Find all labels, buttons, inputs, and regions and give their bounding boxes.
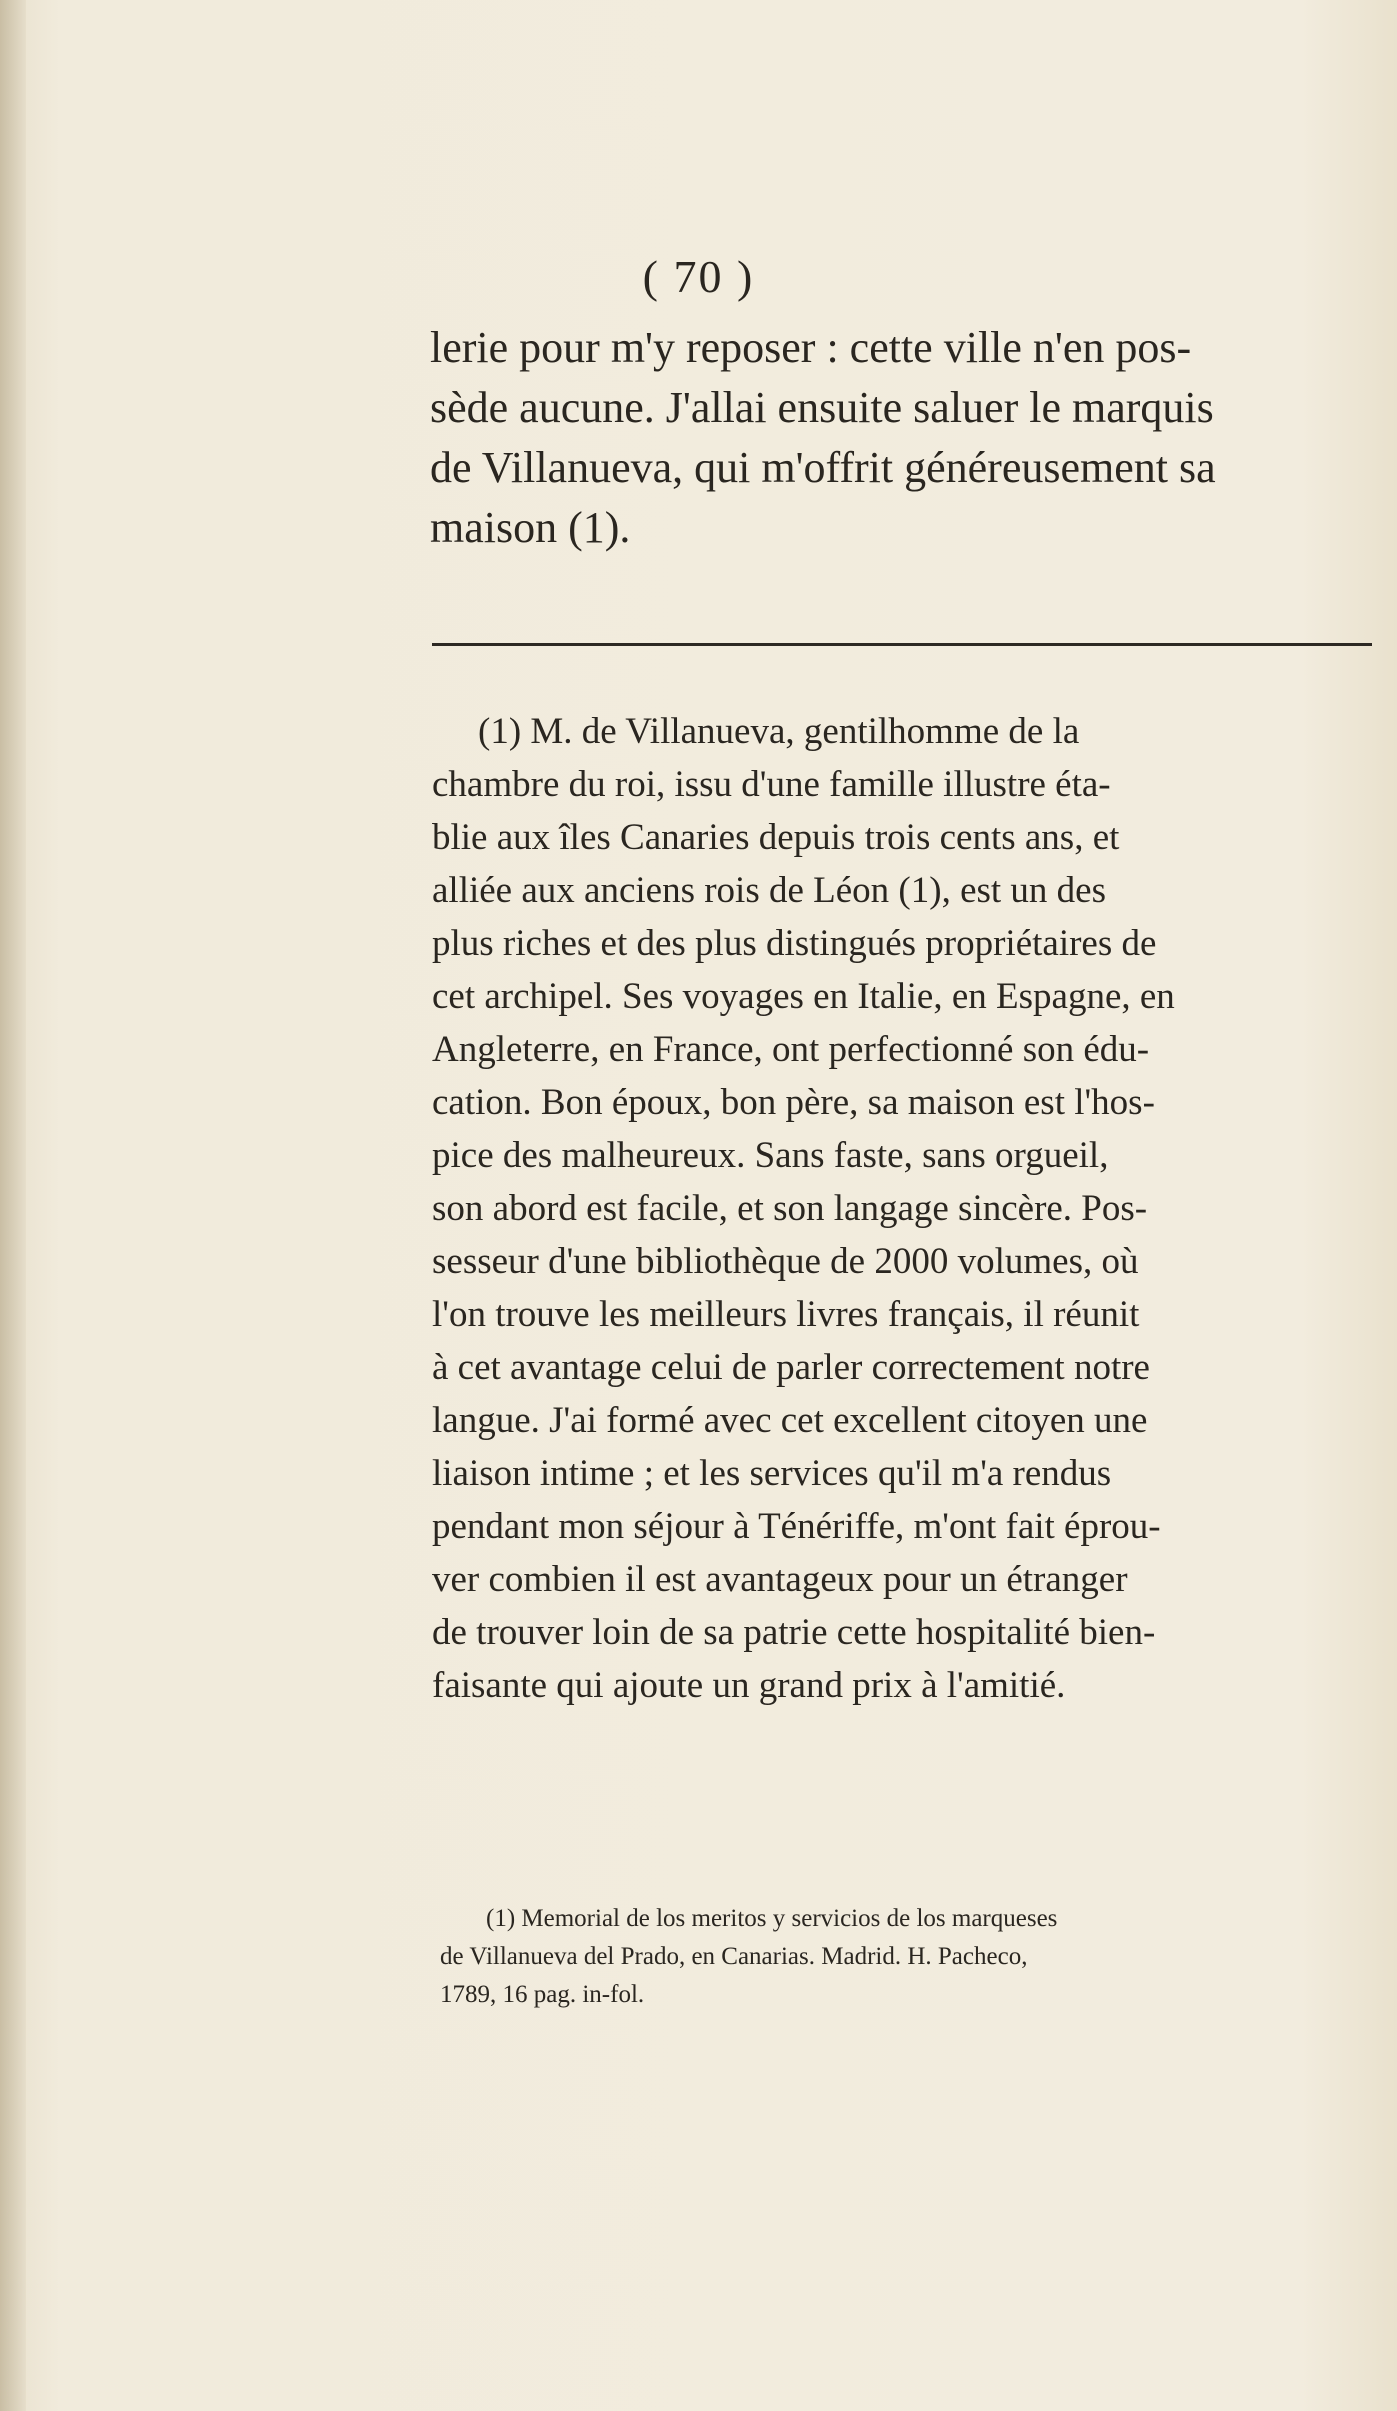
sub-footnote-line: (1) Memorial de los meritos y servicios de los marqueses <box>486 1905 1058 1932</box>
sub-footnote <box>440 1900 1380 2014</box>
footnote-line: (1) M. de Villanueva, gentilhomme de la <box>478 711 1080 752</box>
footnote-line: sesseur d'une bibliothèque de 2000 volumes, où <box>432 1241 1139 1282</box>
footnote <box>432 705 1382 1712</box>
footnote-line: liaison intime ; et les services qu'il m'a rendus <box>432 1453 1112 1494</box>
footnote-line: plus riches et des plus distingués propriétaires de <box>432 923 1157 964</box>
footnote-divider <box>432 643 1372 646</box>
main-line: sède aucune. J'allai ensuite saluer le marquis <box>430 383 1214 432</box>
footnote-line: langue. J'ai formé avec cet excellent citoyen une <box>432 1400 1148 1441</box>
footnote-line: de trouver loin de sa patrie cette hospitalité bien- <box>432 1612 1156 1653</box>
main-line: de Villanueva, qui m'offrit généreusement sa <box>430 443 1216 492</box>
footnote-line: cet archipel. Ses voyages en Italie, en Espagne, en <box>432 976 1175 1017</box>
main-paragraph <box>430 318 1380 558</box>
footnote-line: cation. Bon époux, bon père, sa maison est l'hos- <box>432 1082 1155 1123</box>
footnote-line: chambre du roi, issu d'une famille illustre éta- <box>432 764 1111 805</box>
footnote-line: blie aux îles Canaries depuis trois cents ans, et <box>432 817 1120 858</box>
footnote-line: à cet avantage celui de parler correctement notre <box>432 1347 1150 1388</box>
footnote-line: ver combien il est avantageux pour un étranger <box>432 1559 1128 1600</box>
footnote-line: l'on trouve les meilleurs livres français, il réunit <box>432 1294 1140 1335</box>
footnote-line: pice des malheureux. Sans faste, sans orgueil, <box>432 1135 1109 1176</box>
main-line: maison (1). <box>430 503 631 552</box>
page-gutter <box>0 0 26 2411</box>
footnote-line: alliée aux anciens rois de Léon (1), est un des <box>432 870 1106 911</box>
footnote-line: son abord est facile, et son langage sincère. Pos- <box>432 1188 1148 1229</box>
sub-footnote-line: 1789, 16 pag. in-fol. <box>440 1981 645 2008</box>
main-line: lerie pour m'y reposer : cette ville n'en pos- <box>430 323 1192 372</box>
footnote-line: Angleterre, en France, ont perfectionné son édu- <box>432 1029 1150 1070</box>
sub-footnote-line: de Villanueva del Prado, en Canarias. Madrid. H. Pacheco, <box>440 1943 1028 1970</box>
footnote-line: faisante qui ajoute un grand prix à l'amitié. <box>432 1665 1066 1706</box>
footnote-line: pendant mon séjour à Ténériffe, m'ont fait éprou- <box>432 1506 1161 1547</box>
page-number: ( 70 ) <box>642 251 755 302</box>
